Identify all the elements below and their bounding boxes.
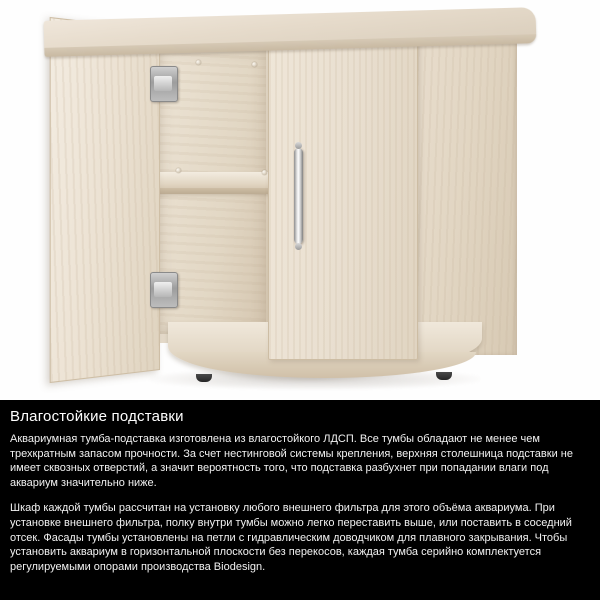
caption-paragraph-2: Шкаф каждой тумбы рассчитан на установку любого внешнего фильтра для этого объёма аквариума. При установке внешнего фильтра, полку внутри тумбы можно легко переставить выше, или поставить в соседний отсек. Фасады тумбы установлены на петли с гидравлическим доводчиком для плавного закрывания. Чтобы установить аквариум в горизонтальной плоскости без перекосов, каждая тумба серийно комплектуется регулируемыми опорами производства Biodesign. bbox=[10, 502, 572, 573]
door-handle bbox=[294, 148, 303, 244]
cabinet-door-closed bbox=[268, 28, 418, 360]
cabinet-right-panel bbox=[410, 34, 517, 355]
caption-panel bbox=[0, 400, 600, 600]
screw-icon bbox=[262, 170, 267, 175]
screw-icon bbox=[196, 60, 201, 65]
screw-icon bbox=[176, 168, 181, 173]
adjustable-foot bbox=[436, 372, 452, 380]
caption-title: Влагостойкие подставки bbox=[10, 408, 184, 425]
cabinet-door-open bbox=[50, 17, 160, 383]
caption-paragraph-1: Аквариумная тумба-подставка изготовлена из влагостойкого ЛДСП. Все тумбы обладают не менее чем трехкратным запасом прочности. За счет нестинговой системы крепления, верхняя столешница подставки не имеет сквозных отверстий, а значит вероятность того, что подставка разбухнет при попадании влаги под аквариум значительно ниже. bbox=[10, 433, 573, 489]
screw-icon bbox=[252, 62, 257, 67]
adjustable-foot bbox=[196, 374, 212, 382]
hinge-icon bbox=[150, 272, 178, 308]
hinge-icon bbox=[150, 66, 178, 102]
cabinet-shelf-edge bbox=[152, 188, 276, 194]
